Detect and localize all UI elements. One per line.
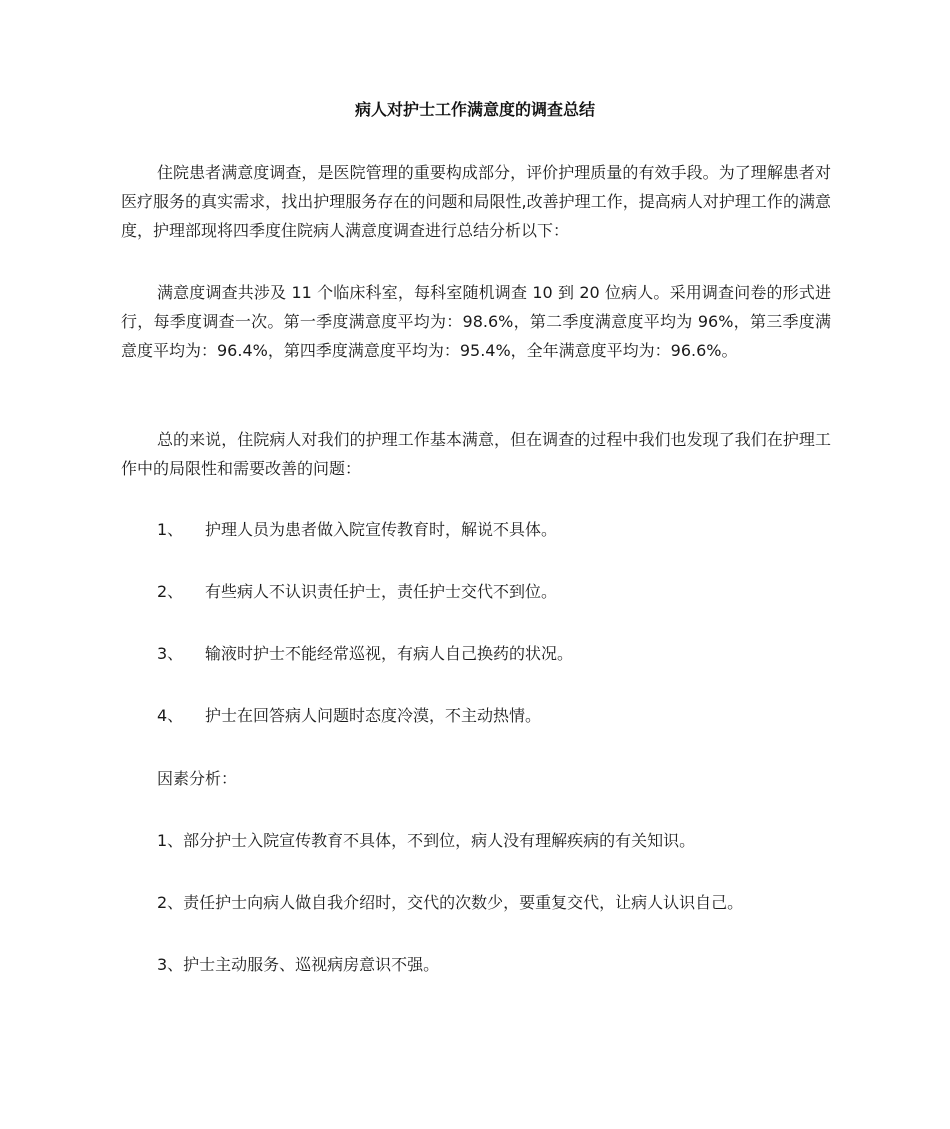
problem-item — [157, 577, 557, 606]
summary-paragraph: 总的来说，住院病人对我们的护理工作基本满意，但在调查的过程中我们也发现了我们在护理工作中的局限性和需要改善的问题： — [121, 430, 831, 478]
cause-item: 2、责任护士向病人做自我介绍时，交代的次数少，要重复交代，让病人认识自己。 — [157, 893, 744, 912]
document-title: 病人对护士工作满意度的调查总结 — [354, 100, 595, 119]
cause-analysis-heading: 因素分析： — [157, 769, 238, 788]
problem-number: 3、 — [157, 644, 184, 663]
cause-item: 3、护士主动服务、巡视病房意识不强。 — [157, 955, 440, 974]
problem-text: 输液时护士不能经常巡视，有病人自己换药的状况。 — [205, 644, 574, 663]
problem-text: 护士在回答病人问题时态度冷漠，不主动热情。 — [205, 706, 542, 725]
problem-item — [157, 639, 573, 668]
problem-text: 有些病人不认识责任护士，责任护士交代不到位。 — [205, 582, 558, 601]
problem-number: 1、 — [157, 520, 184, 539]
intro-paragraph: 住院患者满意度调查，是医院管理的重要构成部分，评价护理质量的有效手段。为了理解患者对医疗服务的真实需求，找出护理服务存在的问题和局限性,改善护理工作，提高病人对护理工作的满意度，护理部现将四季度住院病人满意度调查进行总结分析以下： — [121, 163, 831, 240]
problem-number: 2、 — [157, 582, 184, 601]
problem-number: 4、 — [157, 706, 184, 725]
cause-item: 1、部分护士入院宣传教育不具体，不到位，病人没有理解疾病的有关知识。 — [157, 831, 696, 850]
problem-item — [157, 515, 557, 544]
problem-text: 护理人员为患者做入院宣传教育时，解说不具体。 — [205, 520, 558, 539]
problem-item — [157, 701, 541, 730]
survey-results-paragraph: 满意度调查共涉及 11 个临床科室，每科室随机调查 10 到 20 位病人。采用调查问卷的形式进行，每季度调查一次。第一季度满意度平均为：98.6%，第二季度满意度平均为 96%，第三季度满意度平均为：96.4%，第四季度满意度平均为：95.4%，全年满意度平均为：96.6%。 — [121, 283, 831, 360]
